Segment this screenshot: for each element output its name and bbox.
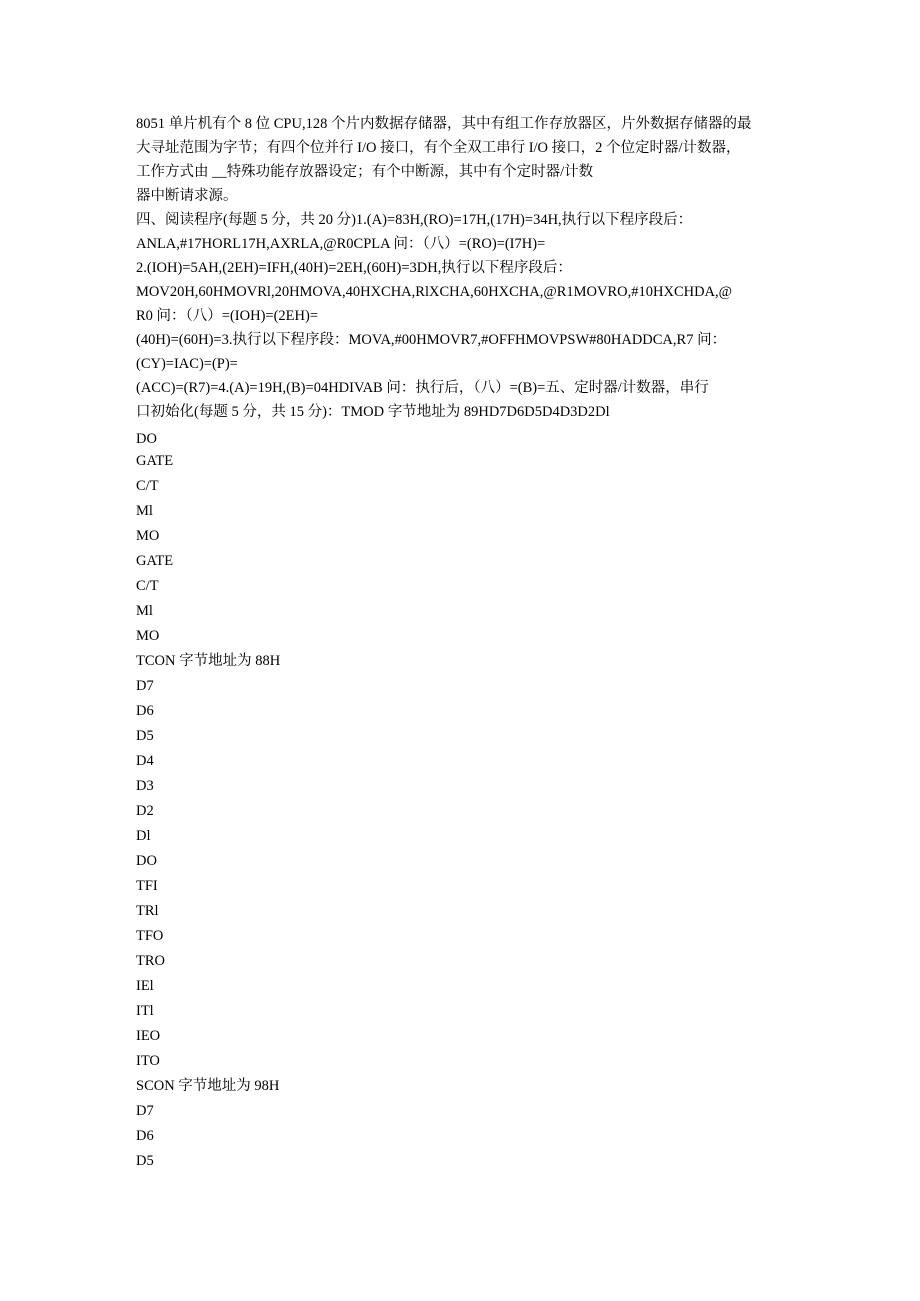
section-four-line: 口初始化(每题 5 分，共 15 分)：TMOD 字节地址为 89HD7D6D5D4D3D2Dl bbox=[136, 404, 610, 420]
section-four-line: (ACC)=(R7)=4.(A)=19H,(B)=04HDIVAB 问：执行后，（八）=(B)=五、定时器/计数器，串行 bbox=[136, 380, 709, 396]
list-item: D4 bbox=[136, 753, 154, 769]
intro-line: 工作方式由 __特殊功能存放器设定；有个中断源，其中有个定时器/计数 bbox=[136, 164, 594, 180]
list-item: DO bbox=[136, 853, 157, 869]
list-item: Ml bbox=[136, 503, 153, 519]
register-bit-list bbox=[136, 429, 436, 1174]
section-four-line: 四、阅读程序(每题 5 分，共 20 分)1.(A)=83H,(RO)=17H,(17H)=34H,执行以下程序段后： bbox=[136, 212, 693, 228]
list-item: GATE bbox=[136, 553, 174, 569]
section-four-line: MOV20H,60HMOVRl,20HMOVA,40HXCHA,RlXCHA,60HXCHA,@R1MOVRO,#10HXCHDA,@ bbox=[136, 284, 733, 300]
list-item: IEO bbox=[136, 1028, 161, 1044]
list-item: GATE bbox=[136, 453, 174, 469]
list-item: TFI bbox=[136, 878, 158, 894]
list-item: Ml bbox=[136, 603, 153, 619]
list-item: MO bbox=[136, 528, 160, 544]
list-item: D6 bbox=[136, 703, 154, 719]
list-item: MO bbox=[136, 628, 160, 644]
section-four-line: (40H)=(60H)=3.执行以下程序段：MOVA,#00HMOVR7,#OFFHMOVPSW#80HADDCA,R7 问： bbox=[136, 332, 727, 348]
list-item: SCON 字节地址为 98H bbox=[136, 1078, 280, 1094]
list-item: D6 bbox=[136, 1128, 154, 1144]
list-item: Dl bbox=[136, 828, 151, 844]
list-item: D2 bbox=[136, 803, 154, 819]
intro-line: 大寻址范围为字节；有四个位并行 I/O 接口，有个全双工串行 I/O 接口，2 个位定时器/计数器， bbox=[136, 140, 741, 156]
section-four-line: (CY)=IAC)=(P)= bbox=[136, 356, 238, 372]
list-item: C/T bbox=[136, 578, 159, 594]
list-item: D7 bbox=[136, 1103, 154, 1119]
section-four-paragraph bbox=[136, 208, 786, 424]
list-item: D5 bbox=[136, 728, 154, 744]
section-four-line: 2.(IOH)=5AH,(2EH)=IFH,(40H)=2EH,(60H)=3DH,执行以下程序段后： bbox=[136, 260, 572, 276]
section-four-line: R0 问：（八）=(IOH)=(2EH)= bbox=[136, 308, 318, 324]
list-item: D5 bbox=[136, 1153, 154, 1169]
list-item: TFO bbox=[136, 928, 164, 944]
intro-line: 8051 单片机有个 8 位 CPU,128 个片内数据存储器，其中有组工作存放器区，片外数据存储器的最 bbox=[136, 116, 752, 132]
list-item: TRO bbox=[136, 953, 165, 969]
intro-paragraph bbox=[136, 112, 786, 208]
list-item: TRl bbox=[136, 903, 159, 919]
list-item: TCON 字节地址为 88H bbox=[136, 653, 281, 669]
list-item: D7 bbox=[136, 678, 154, 694]
list-item: IEl bbox=[136, 978, 154, 994]
section-four-line: ANLA,#17HORL17H,AXRLA,@R0CPLA 问：（八）=(RO)=(I7H)= bbox=[136, 236, 546, 252]
intro-line: 器中断请求源。 bbox=[136, 188, 238, 204]
list-item: ITl bbox=[136, 1003, 154, 1019]
list-item: C/T bbox=[136, 478, 159, 494]
list-item: D3 bbox=[136, 778, 154, 794]
list-item: DO bbox=[136, 431, 157, 447]
list-item: ITO bbox=[136, 1053, 160, 1069]
